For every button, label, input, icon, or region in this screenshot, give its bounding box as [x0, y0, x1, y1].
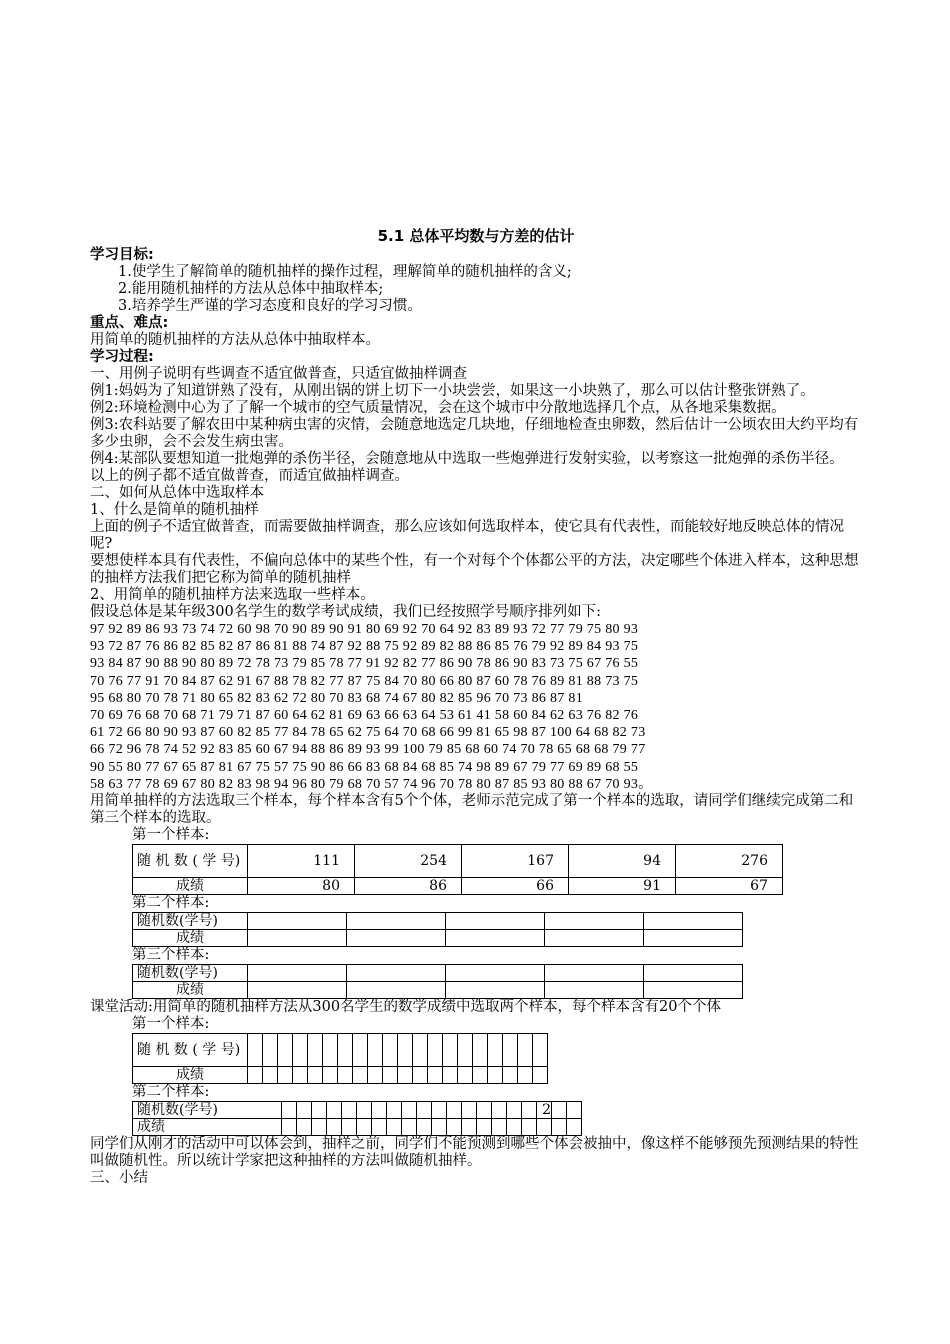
activity2-id-label: 随机数(学号)	[133, 1102, 282, 1119]
process-paragraph: 以上的例子都不适宜做普查，而适宜做抽样调查。	[90, 468, 409, 484]
sample1-score-cell: 86	[355, 878, 462, 895]
activity1-score-cell[interactable]	[293, 1067, 308, 1084]
activity1-id-cell[interactable]	[308, 1034, 323, 1067]
sample1-score-cell: 67	[676, 878, 783, 895]
activity2-id-cell[interactable]	[357, 1102, 372, 1119]
page-title: 5.1 总体平均数与方差的估计	[377, 227, 575, 245]
sample3-cell[interactable]	[446, 965, 545, 982]
activity1-id-cell[interactable]	[338, 1034, 353, 1067]
score-row: 97 92 89 86 93 73 74 72 60 98 70 90 89 90 91 80 69 92 70 64 92 83 89 93 72 77 79 75 80 93	[90, 622, 639, 637]
activity2-score-cell[interactable]	[357, 1119, 372, 1136]
activity2-table	[132, 1101, 582, 1136]
sample3-caption: 第三个样本:	[132, 947, 210, 964]
process-paragraph: 一、用例子说明有些调查不适宜做普查，只适宜做抽样调查	[90, 366, 467, 382]
sample3-cell[interactable]	[248, 982, 347, 999]
activity1-id-cell[interactable]	[428, 1034, 443, 1067]
activity1-id-cell[interactable]	[443, 1034, 458, 1067]
activity2-score-cell[interactable]	[492, 1119, 507, 1136]
activity2-id-cell[interactable]	[567, 1102, 582, 1119]
sample1-table	[132, 844, 783, 895]
score-row: 93 72 87 76 86 82 85 82 87 86 81 88 74 87 92 88 75 92 89 82 88 86 85 76 79 92 89 84 93 75	[90, 639, 639, 655]
key-heading: 重点、难点:	[90, 315, 169, 331]
process-paragraph: 二、如何从总体中选取样本	[90, 485, 264, 501]
activity2-score-cell[interactable]	[477, 1119, 492, 1136]
activity2-score-cell[interactable]	[507, 1119, 522, 1136]
score-row: 61 72 66 80 90 93 87 60 82 85 77 84 78 65 62 75 64 70 68 66 99 81 65 98 87 100 64 68 82 73	[90, 725, 646, 741]
activity2-id-cell[interactable]	[342, 1102, 357, 1119]
activity2-id-cell[interactable]: 2	[537, 1102, 552, 1119]
activity2-id-cell[interactable]	[552, 1102, 567, 1119]
activity2-score-cell[interactable]	[372, 1119, 387, 1136]
activity1-score-cell[interactable]	[518, 1067, 533, 1084]
sample1-id-cell: 167	[462, 845, 569, 878]
sample3-cell[interactable]	[347, 965, 446, 982]
sample3-cell[interactable]	[248, 965, 347, 982]
sample2-table	[132, 912, 743, 947]
activity1-score-cell[interactable]	[338, 1067, 353, 1084]
sample2-cell[interactable]	[545, 913, 644, 930]
activity1-id-cell[interactable]	[518, 1034, 533, 1067]
sample3-id-label: 随机数(学号)	[133, 965, 248, 982]
activity2-score-cell[interactable]	[327, 1119, 342, 1136]
activity2-id-cell[interactable]	[462, 1102, 477, 1119]
process-paragraph: 上面的例子不适宜做普查，而需要做抽样调查，那么应该如何选取样本，使它具有代表性，而能较好地反映总体的情况呢?	[90, 519, 844, 552]
activity2-id-cell[interactable]	[522, 1102, 537, 1119]
sample1-id-label: 随 机 数 ( 学 号)	[133, 845, 248, 878]
activity2-score-cell[interactable]	[522, 1119, 537, 1136]
score-row: 70 76 77 91 70 84 87 62 91 67 88 78 82 77 87 75 84 70 80 66 80 87 60 78 76 89 81 88 73 75	[90, 673, 639, 689]
activity1-id-cell[interactable]	[533, 1034, 548, 1067]
sample2-cell[interactable]	[347, 930, 446, 947]
process-heading: 学习过程:	[90, 349, 154, 365]
sample2-cell[interactable]	[248, 913, 347, 930]
score-row: 66 72 96 78 74 52 92 83 85 60 67 94 88 86 89 93 99 100 79 85 68 60 74 70 78 65 68 68 79 77	[90, 742, 646, 758]
activity1-id-cell[interactable]	[278, 1034, 293, 1067]
sample1-score-label: 成绩	[133, 878, 248, 895]
activity1-score-label: 成绩	[133, 1067, 248, 1084]
activity2-id-cell[interactable]	[387, 1102, 402, 1119]
activity2-id-cell[interactable]	[327, 1102, 342, 1119]
activity1-id-cell[interactable]	[293, 1034, 308, 1067]
activity2-id-cell[interactable]	[417, 1102, 432, 1119]
activity1-score-cell[interactable]	[263, 1067, 278, 1084]
activity1-id-cell[interactable]	[353, 1034, 368, 1067]
activity1-id-cell[interactable]	[323, 1034, 338, 1067]
goal-item: 1.使学生了解简单的随机抽样的操作过程，理解简单的随机抽样的含义;	[118, 264, 572, 280]
process-paragraph: 例4:某部队要想知道一批炮弹的杀伤半径，会随意地从中选取一些炮弹进行发射实验，以考察这一批炮弹的杀伤半径。	[90, 451, 844, 467]
score-row: 93 84 87 90 88 90 80 89 72 78 73 79 85 78 77 91 92 82 77 86 90 78 86 90 83 73 75 67 76 55	[90, 656, 639, 672]
activity2-id-cell[interactable]	[312, 1102, 327, 1119]
activity1-score-cell[interactable]	[308, 1067, 323, 1084]
activity1-score-cell[interactable]	[443, 1067, 458, 1084]
activity2-id-cell[interactable]	[432, 1102, 447, 1119]
sample3-cell[interactable]	[644, 965, 743, 982]
activity2-score-cell[interactable]	[342, 1119, 357, 1136]
sample1-score-cell: 66	[462, 878, 569, 895]
sample3-cell[interactable]	[545, 982, 644, 999]
sample1-score-cell: 91	[569, 878, 676, 895]
activity1-id-cell[interactable]	[248, 1034, 263, 1067]
activity1-id-cell[interactable]	[413, 1034, 428, 1067]
activity2-score-cell[interactable]	[537, 1119, 552, 1136]
sample3-cell[interactable]	[545, 965, 644, 982]
activity2-score-cell[interactable]	[387, 1119, 402, 1136]
activity1-id-cell[interactable]	[263, 1034, 278, 1067]
activity2-id-cell[interactable]	[477, 1102, 492, 1119]
sample2-score-label: 成绩	[133, 930, 248, 947]
activity2-score-cell[interactable]	[447, 1119, 462, 1136]
activity1-id-cell[interactable]	[368, 1034, 383, 1067]
document-page	[90, 228, 862, 1187]
activity1-id-cell[interactable]	[473, 1034, 488, 1067]
activity2-id-cell[interactable]	[297, 1102, 312, 1119]
activity1-score-cell[interactable]	[473, 1067, 488, 1084]
sample1-caption: 第一个样本:	[132, 827, 210, 844]
activity-text: 课堂活动:用简单的随机抽样方法从300名学生的数学成绩中选取两个样本，每个样本含有20个个体	[90, 999, 722, 1016]
activity2-score-cell[interactable]	[282, 1119, 297, 1136]
score-list	[90, 621, 862, 793]
activity1-score-cell[interactable]	[353, 1067, 368, 1084]
activity1-table	[132, 1033, 548, 1084]
sample3-cell[interactable]	[446, 982, 545, 999]
activity2-caption: 第二个样本:	[132, 1084, 210, 1101]
sample1-id-cell: 111	[248, 845, 355, 878]
activity1-score-cell[interactable]	[323, 1067, 338, 1084]
activity2-id-cell[interactable]	[447, 1102, 462, 1119]
sample1-score-cell: 80	[248, 878, 355, 895]
process-paragraph: 例3:农科站要了解农田中某种病虫害的灾情，会随意地选定几块地，仔细地检查虫卵数，然后估计一公顷农田大约平均有多少虫卵，会不会发生病虫害。	[90, 417, 859, 450]
activity2-score-cell[interactable]	[552, 1119, 567, 1136]
score-row: 70 69 76 68 70 68 71 79 71 87 60 64 62 81 69 63 66 63 64 53 61 41 58 60 84 62 63 76 82 76	[90, 708, 639, 724]
activity1-score-cell[interactable]	[383, 1067, 398, 1084]
sample1-id-cell: 276	[676, 845, 783, 878]
sample3-table	[132, 964, 743, 999]
activity2-score-label: 成绩	[133, 1119, 282, 1136]
activity1-score-cell[interactable]	[503, 1067, 518, 1084]
activity1-id-cell[interactable]	[458, 1034, 473, 1067]
activity2-score-cell[interactable]	[462, 1119, 477, 1136]
sample2-cell[interactable]	[644, 930, 743, 947]
score-row: 58 63 77 78 69 67 80 82 83 98 94 96 80 79 68 70 57 74 96 70 78 80 87 85 93 80 88 67 70 93。	[90, 776, 653, 792]
process-paragraph: 例2:环境检测中心为了了解一个城市的空气质量情况，会在这个城市中分散地选择几个点，从各地采集数据。	[90, 400, 786, 416]
activity1-id-cell[interactable]	[383, 1034, 398, 1067]
goal-item: 3.培养学生严谨的学习态度和良好的学习习惯。	[118, 298, 422, 314]
sample3-cell[interactable]	[347, 982, 446, 999]
process-paragraph: 假设总体是某年级300名学生的数学考试成绩，我们已经按照学号顺序排列如下:	[90, 604, 602, 620]
activity2-score-cell[interactable]	[312, 1119, 327, 1136]
activity1-id-cell[interactable]	[398, 1034, 413, 1067]
sample2-cell[interactable]	[644, 913, 743, 930]
activity1-score-cell[interactable]	[428, 1067, 443, 1084]
process-paragraph: 要想使样本具有代表性，不偏向总体中的某些个性，有一个对每个个体都公平的方法，决定哪些个体进入样本，这种思想的抽样方法我们把它称为简单的随机抽样	[90, 553, 859, 586]
activity2-id-cell[interactable]	[507, 1102, 522, 1119]
goals-heading: 学习目标:	[90, 247, 154, 263]
activity2-id-cell[interactable]	[282, 1102, 297, 1119]
activity2-score-cell[interactable]	[417, 1119, 432, 1136]
sample2-cell[interactable]	[446, 913, 545, 930]
activity1-score-cell[interactable]	[413, 1067, 428, 1084]
sample3-cell[interactable]	[644, 982, 743, 999]
activity1-score-cell[interactable]	[488, 1067, 503, 1084]
sample2-cell[interactable]	[545, 930, 644, 947]
sample1-id-cell: 94	[569, 845, 676, 878]
activity2-id-cell[interactable]	[372, 1102, 387, 1119]
conclusion-text: 同学们从刚才的活动中可以体会到，抽样之前，同学们不能预测到哪些个体会被抽中，像这样不能够预先预测结果的特性叫做随机性。所以统计学家把这种抽样的方法叫做随机抽样。	[90, 1136, 859, 1170]
sample2-caption: 第二个样本:	[132, 895, 210, 912]
sample1-id-cell: 254	[355, 845, 462, 878]
sample2-cell[interactable]	[347, 913, 446, 930]
activity1-score-cell[interactable]	[533, 1067, 548, 1084]
activity1-id-label: 随 机 数 ( 学 号)	[133, 1034, 248, 1067]
activity1-score-cell[interactable]	[458, 1067, 473, 1084]
activity2-id-cell[interactable]	[402, 1102, 417, 1119]
process-paragraph: 1、什么是简单的随机抽样	[90, 502, 259, 518]
sample2-cell[interactable]	[248, 930, 347, 947]
instruction-text: 用简单抽样的方法选取三个样本，每个样本含有5个个体，老师示范完成了第一个样本的选取，请同学们继续完成第二和第三个样本的选取。	[90, 793, 854, 827]
process-paragraph: 例1:妈妈为了知道饼熟了没有，从刚出锅的饼上切下一小块尝尝，如果这一小块熟了，那么可以估计整张饼熟了。	[90, 383, 815, 399]
activity2-score-cell[interactable]	[297, 1119, 312, 1136]
score-row: 90 55 80 77 67 65 87 81 67 75 57 75 90 86 66 83 68 84 68 85 74 98 89 67 79 77 69 89 68 55	[90, 759, 639, 775]
summary-heading: 三、小结	[90, 1170, 148, 1187]
activity1-score-cell[interactable]	[248, 1067, 263, 1084]
activity2-score-cell[interactable]	[567, 1119, 582, 1136]
process-paragraph: 2、用简单的随机抽样方法来选取一些样本。	[90, 587, 375, 603]
activity2-score-cell[interactable]	[402, 1119, 417, 1136]
activity1-id-cell[interactable]	[488, 1034, 503, 1067]
activity1-score-cell[interactable]	[368, 1067, 383, 1084]
sample2-id-label: 随机数(学号)	[133, 913, 248, 930]
activity2-score-cell[interactable]	[432, 1119, 447, 1136]
activity1-caption: 第一个样本:	[132, 1016, 210, 1033]
activity1-score-cell[interactable]	[398, 1067, 413, 1084]
activity2-id-cell[interactable]	[492, 1102, 507, 1119]
activity1-id-cell[interactable]	[503, 1034, 518, 1067]
activity1-score-cell[interactable]	[278, 1067, 293, 1084]
key-text: 用简单的随机抽样的方法从总体中抽取样本。	[90, 332, 380, 348]
sample3-score-label: 成绩	[133, 982, 248, 999]
sample2-cell[interactable]	[446, 930, 545, 947]
goal-item: 2.能用随机抽样的方法从总体中抽取样本;	[118, 281, 384, 297]
score-row: 95 68 80 70 78 71 80 65 82 83 62 72 80 70 83 68 74 67 80 82 85 96 70 73 86 87 81	[90, 690, 583, 706]
